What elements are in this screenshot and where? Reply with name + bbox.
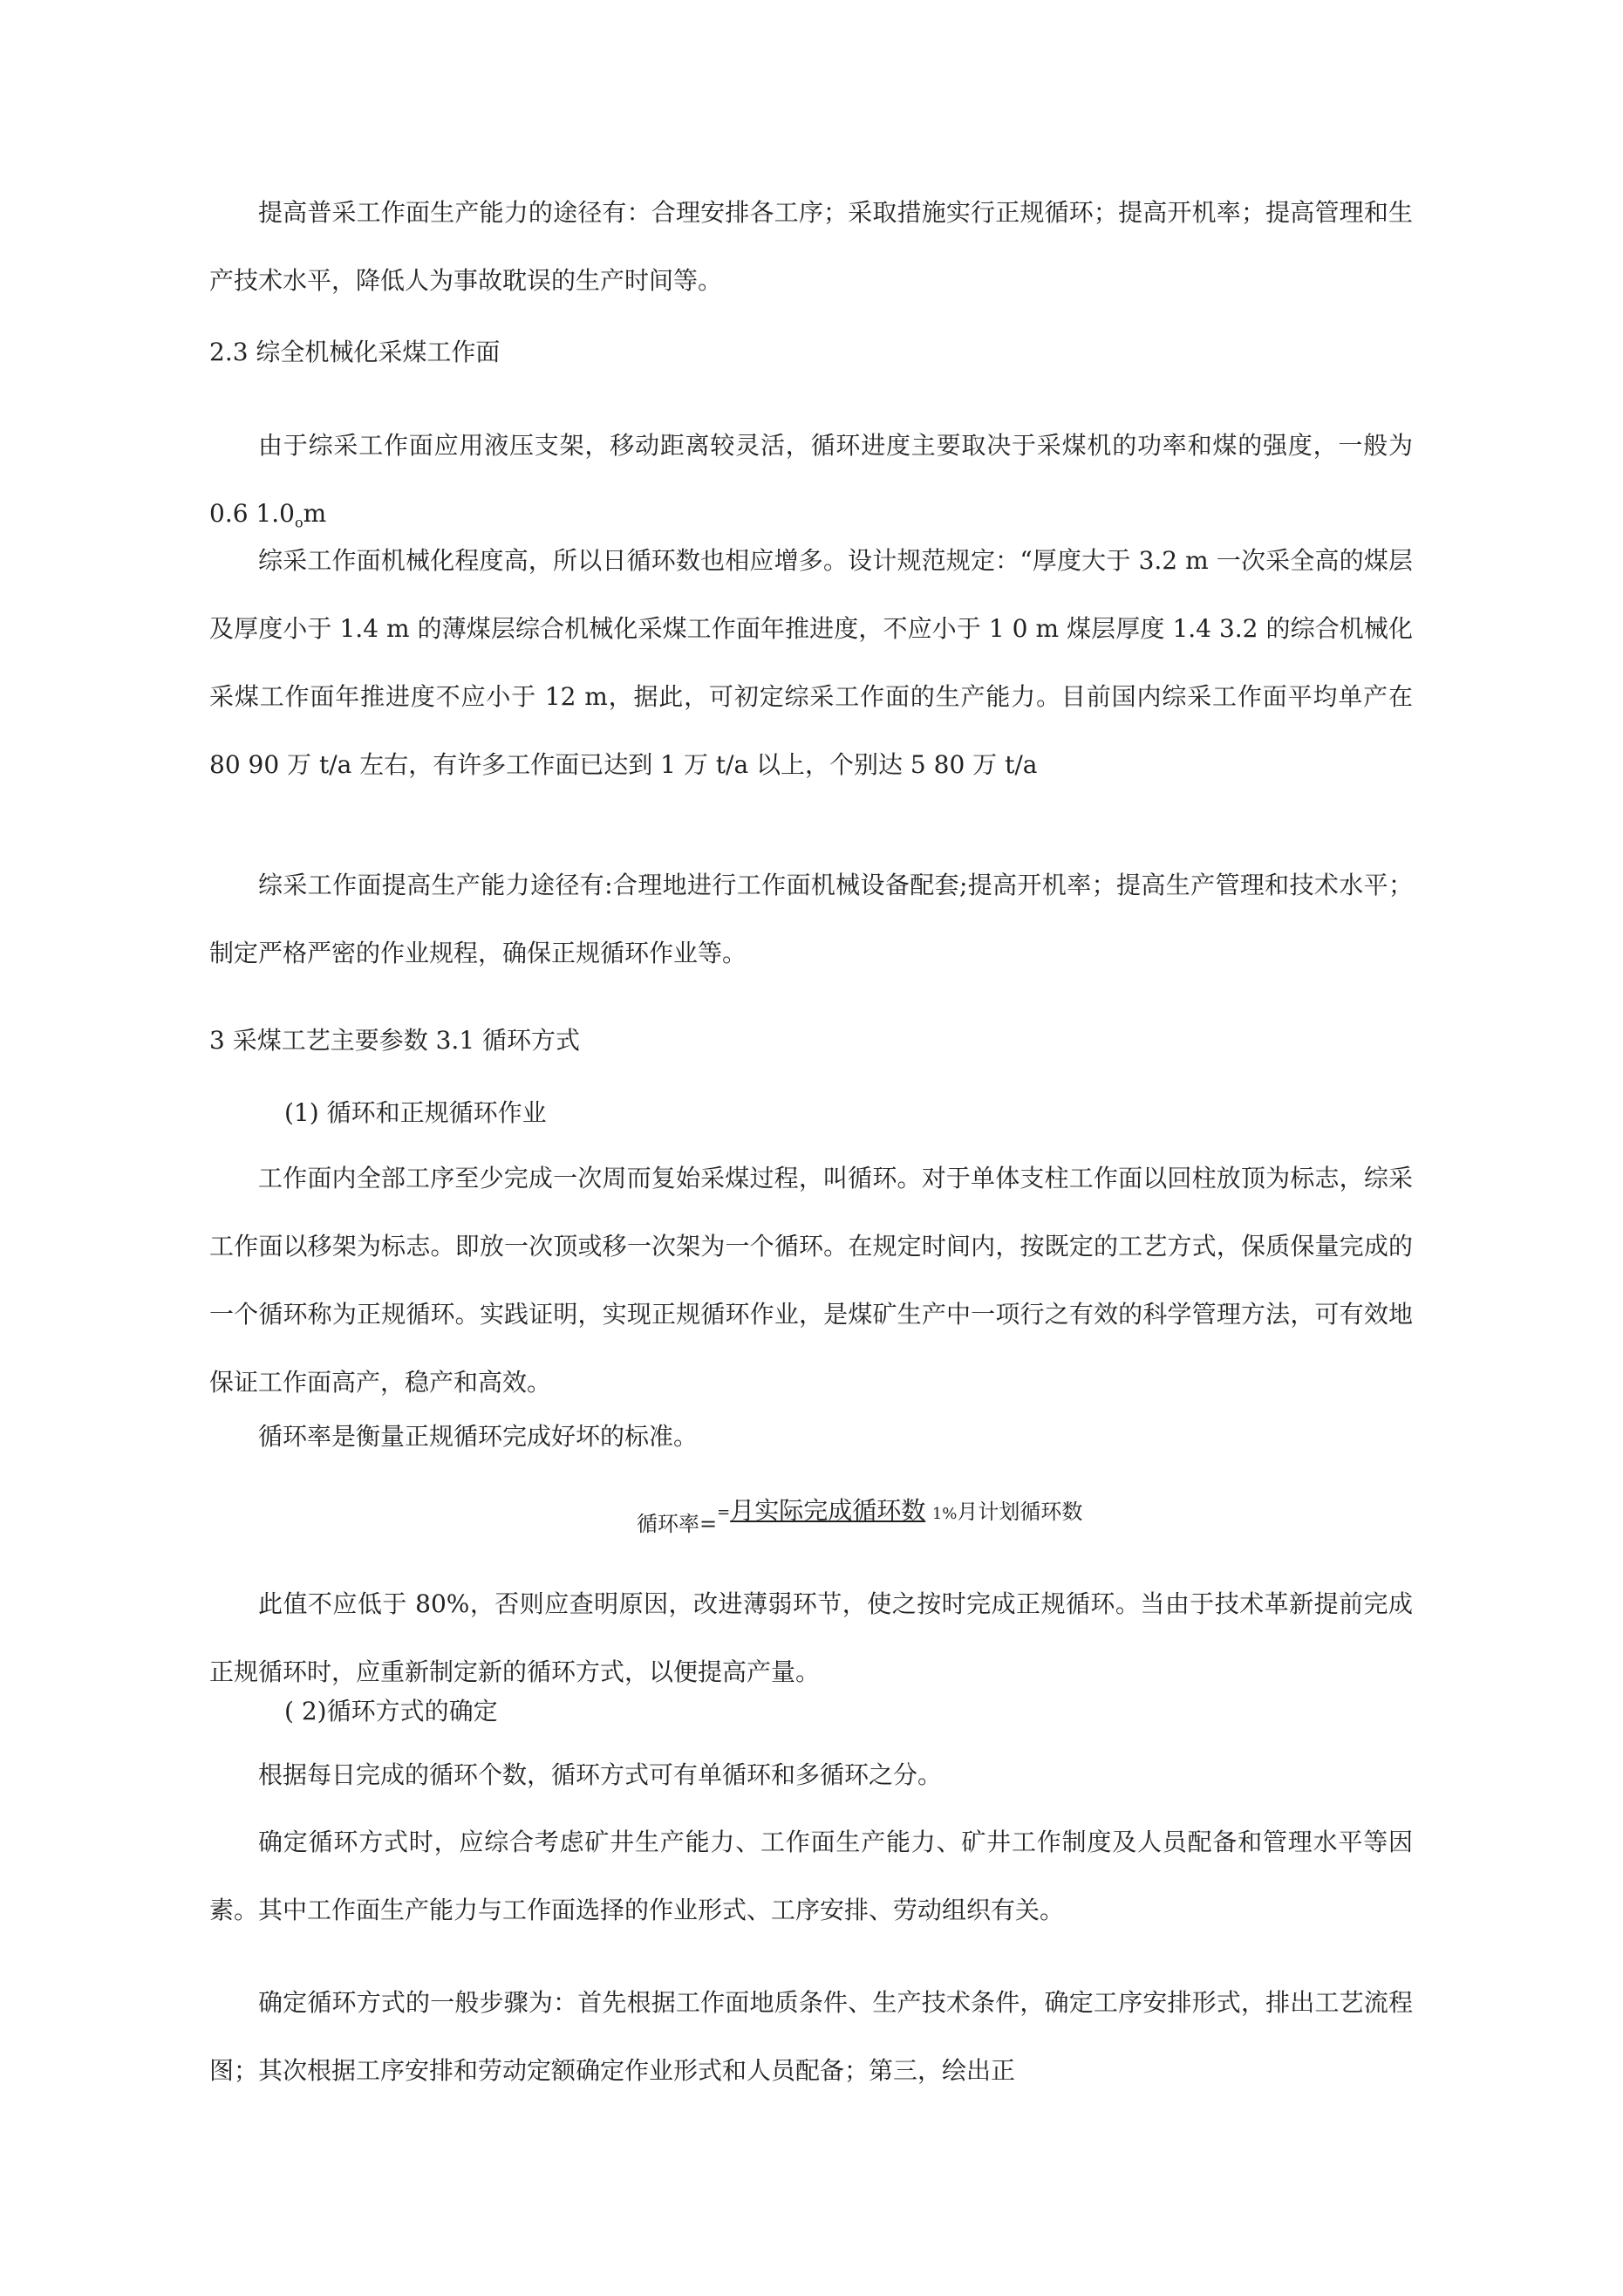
formula-equals: = <box>717 1503 731 1521</box>
formula-denominator: 月计划循环数 <box>957 1500 1083 1524</box>
subheading-cycle-determination: ( 2)循环方式的确定 <box>284 1697 498 1725</box>
paragraph-cycle-count: 根据每日完成的循环个数，循环方式可有单循环和多循环之分。 <box>258 1760 943 1789</box>
section-heading-3: 3 采煤工艺主要参数 3.1 循环方式 <box>209 1026 581 1055</box>
paragraph-cycle-factors: 确定循环方式时，应综合考虑矿井生产能力、工作面生产能力、矿井工作制度及人员配备和管理水平等因素。其中工作面生产能力与工作面选择的作业形式、工序安排、劳动组织有关。 <box>209 1828 1413 1924</box>
cycle-rate-formula <box>637 1493 1083 1536</box>
formula-lhs: 循环率= <box>637 1512 718 1536</box>
paragraph-design-spec: 综采工作面机械化程度高，所以日循环数也相应增多。设计规范规定：“厚度大于 3.2 m 一次采全高的煤层及厚度小于 1.4 m 的薄煤层综合机械化采煤工作面年推进度，不应小于 1 0 m 煤层厚度 1.4 3.2 的综合机械化采煤工作面年推进度不应小于 12 m，据此，可初定综采工作面的生产能力。目前国内综采工作面平均单产在 80 90 万 t/a 左右，有许多工作面已达到 1 万 t/a 以上，个别达 5 80 万 t/a <box>209 546 1413 779</box>
formula-percent: 1% <box>931 1505 958 1523</box>
paragraph-threshold: 此值不应低于 80%，否则应查明原因，改进薄弱环节，使之按时完成正规循环。当由于技术革新提前完成正规循环时，应重新制定新的循环方式，以便提高产量。 <box>209 1589 1413 1686</box>
paragraph-text: 由于综采工作面应用液压支架，移动距离较灵活，循环进度主要取决于采煤机的功率和煤的强度，一般为 0.6 1.0 <box>209 431 1413 528</box>
section-heading-2-3: 2.3 综全机械化采煤工作面 <box>209 338 501 366</box>
subscript-mark: o <box>294 514 303 531</box>
paragraph-cycle-definition: 工作面内全部工序至少完成一次周而复始采煤过程，叫循环。对于单体支柱工作面以回柱放顶为标志，综采工作面以移架为标志。即放一次顶或移一次架为一个循环。在规定时间内，按既定的工艺方式，保质保量完成的一个循环称为正规循环。实践证明，实现正规循环作业，是煤矿生产中一项行之有效的科学管理方法，可有效地保证工作面高产，稳产和高效。 <box>209 1164 1413 1397</box>
paragraph-improve-fully-mechanized: 综采工作面提高生产能力途径有:合理地进行工作面机械设备配套;提高开机率；提高生产管理和技术水平；制定严格严密的作业规程，确保正规循环作业等。 <box>209 871 1413 967</box>
paragraph-cycle-rate: 循环率是衡量正规循环完成好坏的标准。 <box>258 1422 699 1451</box>
formula-numerator: 月实际完成循环数 <box>730 1496 926 1525</box>
unit-text: m <box>303 499 327 528</box>
paragraph-cycle-steps: 确定循环方式的一般步骤为：首先根据工作面地质条件、生产技术条件，确定工序安排形式，排出工艺流程图；其次根据工序安排和劳动定额确定作业形式和人员配备；第三，绘出正 <box>209 1988 1413 2085</box>
paragraph-improve-conventional: 提高普采工作面生产能力的途径有：合理安排各工序；采取措施实行正规循环；提高开机率；提高管理和生产技术水平，降低人为事故耽误的生产时间等。 <box>209 198 1413 295</box>
subheading-cycle-operation: (1) 循环和正规循环作业 <box>284 1098 547 1127</box>
